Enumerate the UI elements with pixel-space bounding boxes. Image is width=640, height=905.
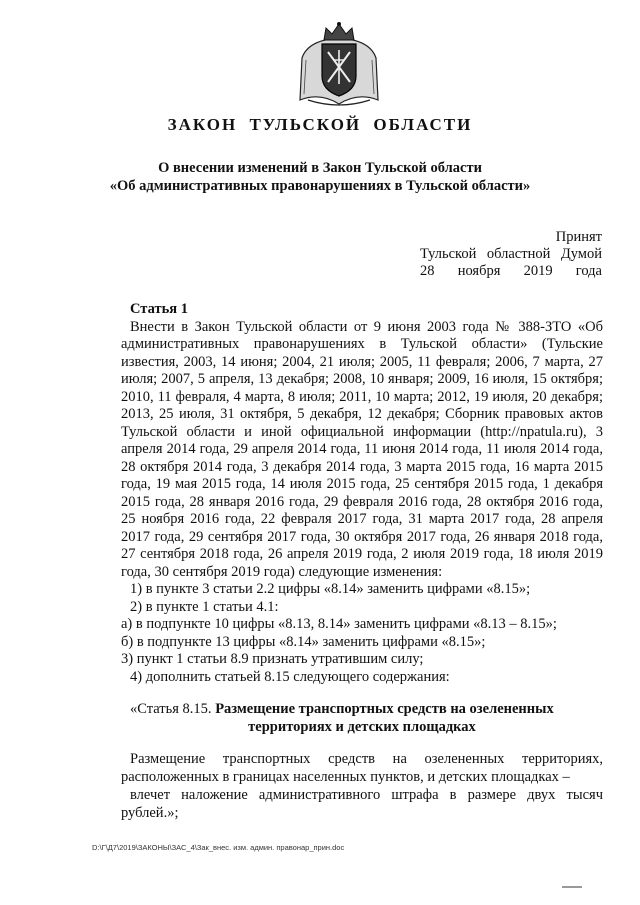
article-title: Статья 1 [130, 301, 188, 317]
law-title: ЗАКОН ТУЛЬСКОЙ ОБЛАСТИ [167, 115, 473, 134]
article-intro: Внести в Закон Тульской области от 9 июня 2003 года № 388-ЗТО «Об административных правонарушениях в Тульской области» (Тульские известия, 2003, 14 июня; 2004, 21 июля; 2005, 11 февраля; 2006, 7 марта, 27 июля; 2007, 5 апреля, 13 декабря; 2008, 10 января; 2009, 16 июля, 15 октября; 2010, 11 февраля, 4 марта, 8 июля; 2011, 10 марта; 2012, 19 июля, 20 декабря; 2013, 25 июля, 31 октября, 5 декабря, 12 декабря; Сборник правовых актов Тульской области и иной официальной информации (http://npatula.ru), 3 апреля 2014 года, 29 апреля 2014 года, 11 июня 2014 года, 11 июля 2014 года, 28 октября 2014 года, 3 декабря 2014 года, 3 марта 2015 года, 16 марта 2015 года, 19 мая 2015 года, 14 июля 2015 года, 25 сентября 2015 года, 1 декабря 2015 года, 28 января 2016 года, 29 февраля 2016 года, 28 октября 2016 года, 25 ноября 2016 года, 22 февраля 2017 года, 31 марта 2017 года, 28 апреля 2017 года, 29 сентября 2017 года, 30 октября 2017 года, 26 января 2018 года, 27 сентября 2018 года, 26 апреля 2019 года, 2 июля 2019 года, 18 июля 2019 года, 30 сентября 2019 года) следующие изменения: [121, 318, 603, 580]
new-article-heading [121, 700, 603, 736]
new-article-title-line-1: Размещение транспортных средств на озелененных [215, 701, 554, 717]
subtitle-line-2: «Об административных правонарушениях в Тульской области» [109, 177, 531, 194]
adopted-line-3: 28 ноября 2019 года [420, 263, 602, 279]
list-item: 2) в пункте 1 статьи 4.1: [130, 598, 279, 615]
page-mark [562, 886, 582, 888]
article-1 [121, 301, 603, 686]
list-item: а) в подпункте 10 цифры «8.13, 8.14» заменить цифрами «8.13 – 8.15»; [121, 616, 557, 632]
subtitle-line-1: О внесении изменений в Закон Тульской области [158, 160, 482, 176]
new-article-text-2: влечет наложение административного штрафа в размере двух тысяч рублей.»; [121, 787, 603, 821]
law-subtitle [0, 160, 640, 195]
article-body [121, 319, 603, 687]
adopted-line-1: Принят [555, 229, 602, 245]
list-item: 1) в пункте 3 статьи 2.2 цифры «8.14» заменить цифрами «8.15»; [130, 581, 531, 597]
new-article-prefix: «Статья 8.15. [130, 701, 212, 717]
list-item: 3) пункт 1 статьи 8.9 признать утратившим силу; [121, 651, 424, 667]
tula-coat-of-arms-icon [298, 20, 380, 106]
adopted-line-2: Тульской областной Думой [420, 246, 602, 262]
adoption-block [420, 229, 602, 280]
list-item: 4) дополнить статьей 8.15 следующего содержания: [130, 668, 450, 685]
new-article-title-line-2: территориях и детских площадках [248, 719, 476, 735]
list-item: б) в подпункте 13 цифры «8.14» заменить цифрами «8.15»; [121, 633, 486, 650]
file-path-footer: D:\Г\Д7\2019\ЗАКОНЫ\ЗАС_4\Зак_внес. изм. админ. правонар_прин.doc [92, 843, 345, 852]
new-article-text-1: Размещение транспортных средств на озелененных территориях, расположенных в границах населенных пунктов, и детских площадках – [121, 751, 603, 785]
new-article-body [121, 750, 603, 822]
